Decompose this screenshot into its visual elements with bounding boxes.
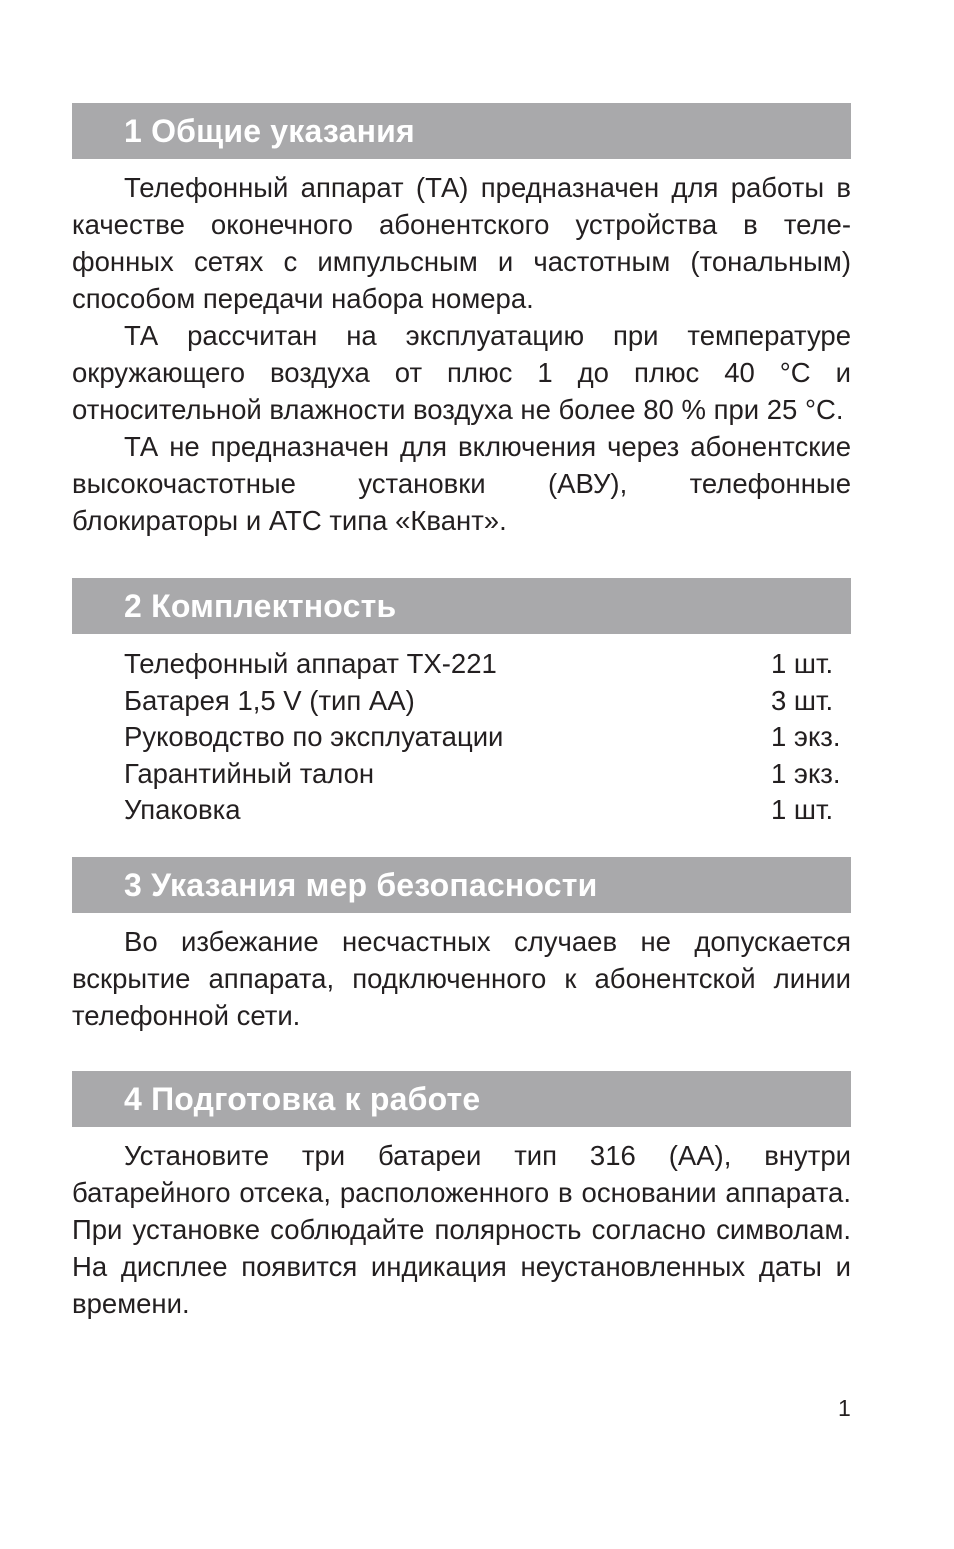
section-body bbox=[72, 169, 851, 539]
kit-item-qty: 1 экз. bbox=[771, 721, 841, 752]
paragraph: Телефонный аппарат (ТА) предназначен для работы в качестве оконечного абонентского устройства в телефонных сетях с импульсным и частотным (тональным) способом передачи набора номера. bbox=[72, 172, 851, 314]
kit-item-name: Телефонный аппарат ТХ-221 bbox=[124, 648, 497, 679]
section-preparation bbox=[72, 1071, 851, 1322]
section-title: 2 Комплектность bbox=[124, 588, 397, 624]
section-header bbox=[72, 1071, 851, 1127]
kit-list bbox=[72, 646, 851, 829]
paragraph: Установите три батареи тип 316 (АА), внутри батарейного отсека, расположенного в основании аппарата. При установке соблюдайте полярность согласно символам. На дисплее появится индикация неустановленных даты и времени. bbox=[72, 1139, 851, 1319]
section-body bbox=[72, 923, 851, 1034]
section-title: 4 Подготовка к работе bbox=[124, 1080, 481, 1117]
paragraph: ТА не предназначен для включения через абонентские высокочастотные установки (АВУ), телефонные блокираторы и АТС типа «Квант». bbox=[72, 431, 851, 536]
kit-item-qty: 1 шт. bbox=[771, 648, 834, 679]
kit-item-qty: 1 экз. bbox=[771, 757, 841, 789]
kit-item-qty: 1 шт. bbox=[771, 794, 834, 825]
list-item bbox=[124, 756, 851, 793]
kit-item-qty: 3 шт. bbox=[771, 684, 834, 716]
section-safety bbox=[72, 857, 851, 1034]
section-kit bbox=[72, 578, 851, 829]
kit-item-name: Руководство по эксплуатации bbox=[124, 721, 504, 752]
list-item bbox=[124, 792, 851, 829]
list-item bbox=[124, 646, 851, 683]
paragraph: Во избежание несчастных случаев не допускается вскрытие аппарата, подключенного к абонентской линии телефонной сети. bbox=[72, 925, 851, 1031]
section-title: 3 Указания мер безопасности bbox=[124, 866, 598, 903]
list-item bbox=[124, 683, 851, 720]
section-header bbox=[72, 103, 851, 159]
section-header bbox=[72, 857, 851, 913]
section-general bbox=[72, 103, 851, 539]
paragraph: ТА рассчитан на эксплуатацию при температуре окружающего воздуха от плюс 1 до плюс 40 °С и относительной влажности воздуха не более 80 % при 25 °С. bbox=[72, 320, 851, 425]
manual-page bbox=[72, 103, 851, 1322]
kit-item-name: Упаковка bbox=[124, 794, 241, 825]
section-header bbox=[72, 578, 851, 634]
page-number: 1 bbox=[838, 1395, 851, 1421]
list-item bbox=[124, 719, 851, 756]
section-title: 1 Общие указания bbox=[124, 113, 415, 149]
kit-item-name: Батарея 1,5 V (тип АА) bbox=[124, 684, 415, 716]
section-body bbox=[72, 1137, 851, 1322]
kit-item-name: Гарантийный талон bbox=[124, 757, 375, 789]
